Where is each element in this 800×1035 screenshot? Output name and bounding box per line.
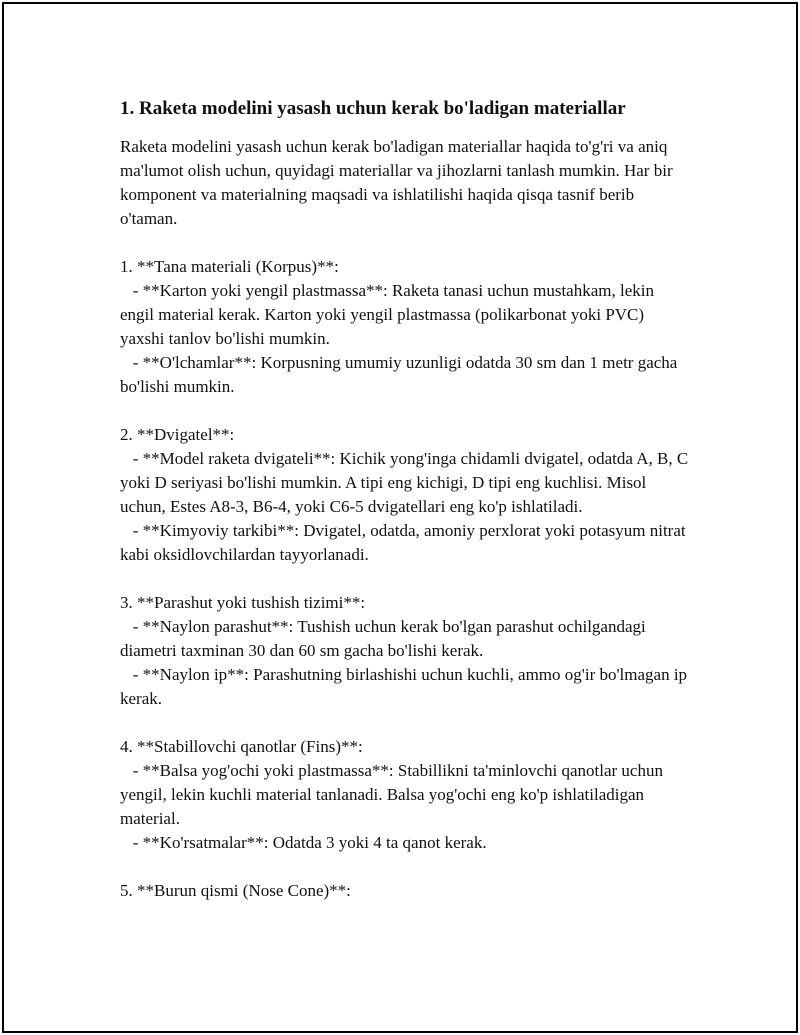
document-title: 1. Raketa modelini yasash uchun kerak bo'ladigan materiallar: [120, 98, 626, 119]
section-2: [120, 423, 690, 567]
section-heading: 3. **Parashut yoki tushish tizimi**:: [120, 593, 366, 612]
section-4: [120, 735, 690, 855]
section-heading: 4. **Stabillovchi qanotlar (Fins)**:: [120, 737, 363, 756]
bullet-item: - **O'lchamlar**: Korpusning umumiy uzunligi odatda 30 sm dan 1 metr gacha bo'lishi mumkin.: [120, 353, 678, 396]
bullet-item: - **Karton yoki yengil plastmassa**: Raketa tanasi uchun mustahkam, lekin engil material kerak. Karton yoki yengil plastmassa (polikarbonat yoki PVC) yaxshi tanlov bo'lishi mumkin.: [120, 281, 654, 348]
bullet-item: - **Balsa yog'ochi yoki plastmassa**: Stabillikni ta'minlovchi qanotlar uchun yengil, lekin kuchli material tanlanadi. Balsa yog'ochi eng ko'p ishlatiladigan material.: [120, 761, 663, 828]
bullet-item: - **Ko'rsatmalar**: Odatda 3 yoki 4 ta qanot kerak.: [132, 833, 487, 852]
bullet-item: - **Model raketa dvigateli**: Kichik yong'inga chidamli dvigatel, odatda A, B, C yoki D seriyasi bo'lishi mumkin. A tipi eng kichigi, D tipi eng kuchlisi. Misol uchun, Estes A8-3, B6-4, yoki C6-5 dvigatellari eng ko'p ishlatiladi.: [120, 449, 689, 516]
bullet-item: - **Naylon parashut**: Tushish uchun kerak bo'lgan parashut ochilgandagi diametri taxminan 30 dan 60 sm gacha bo'lishi kerak.: [120, 617, 646, 660]
section-3: [120, 591, 690, 711]
section-1: [120, 255, 690, 399]
bullet-item: - **Naylon ip**: Parashutning birlashishi uchun kuchli, ammo og'ir bo'lmagan ip kerak.: [120, 665, 688, 708]
bullet-item: - **Kimyoviy tarkibi**: Dvigatel, odatda, amoniy perxlorat yoki potasyum nitrat kabi oksidlovchilardan tayyorlanadi.: [120, 521, 686, 564]
section-heading: 1. **Tana materiali (Korpus)**:: [120, 257, 339, 276]
section-heading: 5. **Burun qismi (Nose Cone)**:: [120, 881, 351, 900]
section-5: [120, 879, 690, 903]
document-body: [120, 96, 690, 903]
intro-paragraph: Raketa modelini yasash uchun kerak bo'ladigan materiallar haqida to'g'ri va aniq ma'lumot olish uchun, quyidagi materiallar va jihozlarni tanlash mumkin. Har bir komponent va materialning maqsadi va ishlatilishi haqida qisqa tasnif berib o'taman.: [120, 137, 673, 228]
section-heading: 2. **Dvigatel**:: [120, 425, 235, 444]
page-frame: [2, 2, 798, 1033]
